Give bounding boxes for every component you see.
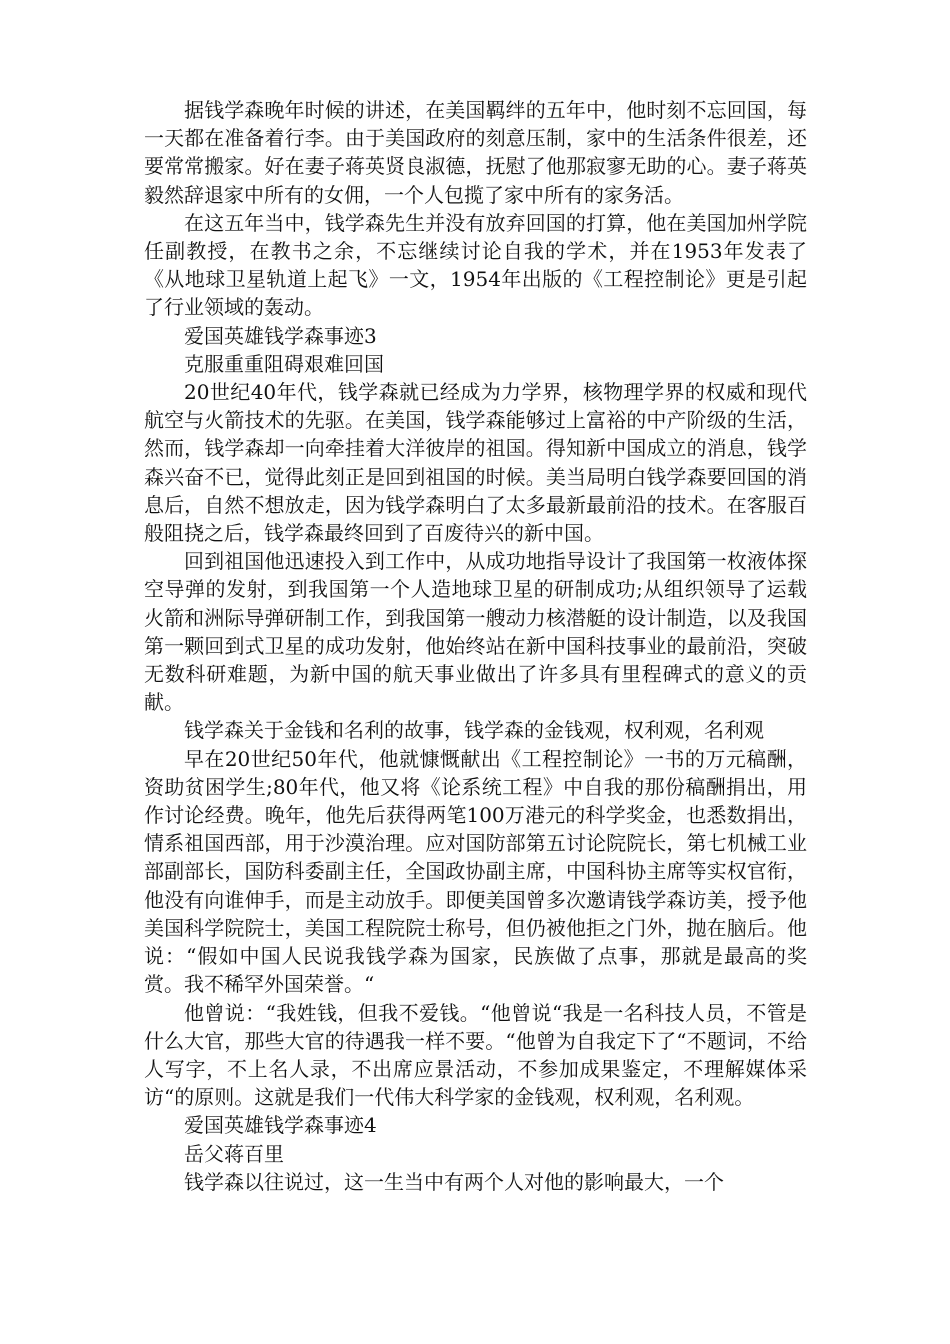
paragraph-6: 早在20世纪50年代，他就慷慨献出《工程控制论》一书的万元稿酬，资助贫困学生;80年代，他又将《论系统工程》中自我的那份稿酬捐出，用作讨论经费。晚年，他先后获得两笔100万港元的科学奖金，也悉数捐出，情系祖国西部，用于沙漠治理。应对国防部第五讨论院院长，第七机械工业部副部长，国防科委副主任，全国政协副主席，中国科协主席等实权官衔，他没有向谁伸手，而是主动放手。即便美国曾多次邀请钱学森访美，授予他美国科学院院士，美国工程院院士称号，但仍被他拒之门外，抛在脑后。他说：“假如中国人民说我钱学森为国家，民族做了点事，那就是最高的奖赏。我不稀罕外国荣誉。“ — [144, 746, 807, 997]
paragraph-1: 据钱学森晚年时候的讲述，在美国羁绊的五年中，他时刻不忘回国，每一天都在准备着行李。由于美国政府的刻意压制，家中的生活条件很差，还要常常搬家。好在妻子蒋英贤良淑德，抚慰了他那寂寥无助的心。妻子蒋英毅然辞退家中所有的女佣，一个人包揽了家中所有的家务活。 — [144, 98, 807, 207]
subheading-return: 克服重重阻碍艰难回国 — [184, 351, 384, 376]
document-page — [144, 96, 807, 1196]
section-heading-3: 爱国英雄钱学森事迹3 — [184, 323, 377, 348]
paragraph-8: 钱学森以往说过，这一生当中有两个人对他的影响最大，一个 — [184, 1169, 724, 1194]
section-heading-4: 爱国英雄钱学森事迹4 — [184, 1113, 377, 1138]
paragraph-2: 在这五年当中，钱学森先生并没有放弃回国的打算，他在美国加州学院任副教授，在教书之余，不忘继续讨论自我的学术，并在1953年发表了《从地球卫星轨道上起飞》一文，1954年出版的《工程控制论》更是引起了行业领域的轰动。 — [144, 210, 807, 320]
subheading-father-in-law: 岳父蒋百里 — [184, 1141, 284, 1166]
paragraph-3: 20世纪40年代，钱学森就已经成为力学界，核物理学界的权威和现代航空与火箭技术的先驱。在美国，钱学森能够过上富裕的中产阶级的生活，然而，钱学森却一向牵挂着大洋彼岸的祖国。得知新中国成立的消息，钱学森兴奋不已，觉得此刻正是回到祖国的时候。美当局明白钱学森要回国的消息后，自然不想放走，因为钱学森明白了太多最新最前沿的技术。在客服百般阻挠之后，钱学森最终回到了百废待兴的新中国。 — [144, 380, 807, 546]
paragraph-7: 他曾说：“我姓钱，但我不爱钱。“他曾说“我是一名科技人员，不管是什么大官，那些大官的待遇我一样不要。“他曾为自我定下了“不题词，不给人写字，不上名人录，不出席应景活动，不参加成果鉴定，不理解媒体采访“的原则。这就是我们一代伟大科学家的金钱观，权利观，名利观。 — [144, 1000, 807, 1110]
paragraph-4: 回到祖国他迅速投入到工作中，从成功地指导设计了我国第一枚液体探空导弹的发射，到我国第一个人造地球卫星的研制成功;从组织领导了运载火箭和洲际导弹研制工作，到我国第一艘动力核潜艇的设计制造，以及我国第一颗回到式卫星的成功发射，他始终站在新中国科技事业的最前沿，突破无数科研难题，为新中国的航天事业做出了许多具有里程碑式的意义的贡献。 — [144, 549, 807, 715]
paragraph-5: 钱学森关于金钱和名利的故事，钱学森的金钱观，权利观，名利观 — [184, 718, 764, 743]
